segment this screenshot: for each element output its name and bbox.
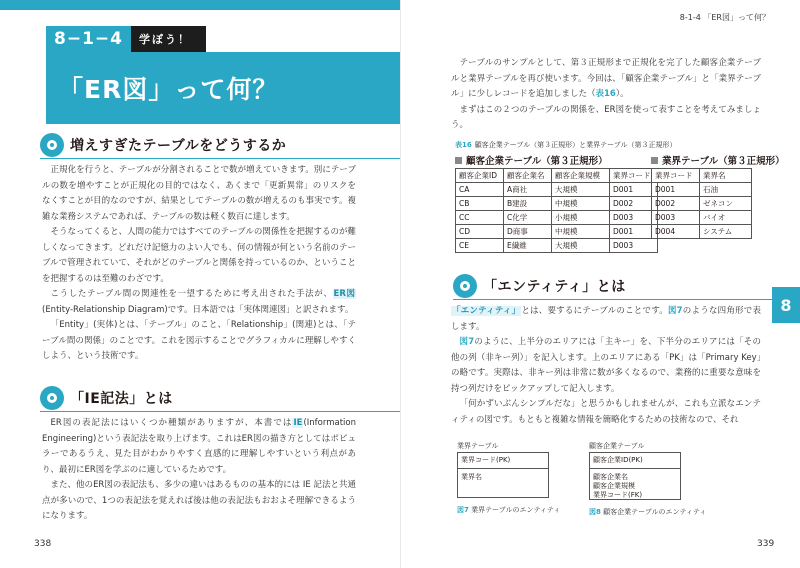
chapter-tab: 8 — [772, 287, 800, 323]
paragraph — [451, 304, 761, 335]
cell: システム — [700, 225, 752, 239]
section3-rule — [453, 299, 773, 300]
target-icon — [40, 133, 64, 157]
right-page — [400, 0, 800, 568]
column-header: 顧客企業名 — [504, 169, 552, 183]
paragraph: そうなってくると、人間の能力ではすべてのテーブルの関係性を把握するのが難しくなってきます。どれだけ記憶力のよい人でも、何の情報が何という名前のテーブルで管理されていて、それがどのテーブルと関係を持っているのか、ということを把握するのは至難のわざです。 — [42, 227, 356, 284]
figure7-caption — [457, 505, 560, 515]
cell: 大規模 — [552, 239, 610, 253]
cell: D001 — [610, 183, 658, 197]
cell: C化学 — [504, 211, 552, 225]
paragraph — [42, 416, 356, 478]
industry-table — [651, 168, 752, 239]
entity-customer-box — [589, 452, 681, 500]
table-header-row — [456, 169, 658, 183]
figure-caption-text: 業界テーブルのエンティティ — [471, 506, 561, 514]
section1-heading — [40, 133, 286, 157]
cell: D003 — [652, 211, 700, 225]
figure-ref: 図7 — [667, 306, 683, 316]
entity-customer-title: 顧客企業テーブル — [589, 442, 645, 450]
cell: CA — [456, 183, 504, 197]
table-row — [652, 225, 752, 239]
customer-table-heading — [455, 153, 608, 167]
cell: CE — [456, 239, 504, 253]
paragraph: 「Entity」(実体)とは、「テーブル」のこと、「Relationship」(関連)とは、「テーブル間の関係」のことです。これを図示することでグラフィカルに理解しやすくしよう、という技術です。 — [42, 320, 356, 361]
table-ref: 表16 — [595, 89, 616, 99]
table-caption-ref: 表16 — [455, 141, 472, 149]
section3-heading — [453, 274, 626, 298]
cell: CB — [456, 197, 504, 211]
entity-term: 「エンティティ」 — [452, 306, 521, 316]
paragraph: 「何かずいぶんシンプルだな」と思うかもしれませんが、これも立派なエンティティの図です。もともと複雑な情報を簡略化するための技術なので、それ — [451, 399, 761, 425]
table-row — [456, 183, 658, 197]
cell: D001 — [652, 183, 700, 197]
square-bullet-icon — [651, 157, 658, 164]
table-row — [456, 211, 658, 225]
paragraph-text: のような四角形で表します。 — [451, 306, 761, 332]
paragraph: 正規化を行うと、テーブルが分割されることで数が増えていきます。別にテーブルの数を増やすことが正規化の目的ではなく、あくまで「更新異常」のリスクをなくすことが目的なのですが、結果としてテーブルの数が増えるのも事実です。複雑な業務システムであれば、テーブルの数は軽く数百に達します。 — [42, 165, 356, 222]
column-header: 業界名 — [700, 169, 752, 183]
paragraph — [42, 287, 356, 318]
table-row — [652, 197, 752, 211]
section-banner — [46, 26, 206, 52]
cell: D002 — [610, 197, 658, 211]
top-accent-strip — [0, 0, 400, 10]
cell: バイオ — [700, 211, 752, 225]
paragraph-text: テーブルのサンプルとして、第３正規形まで正規化を完了した顧客企業テーブルと業界テーブルを再び使います。今回は、「顧客企業テーブル」と「業界テーブル」に少しレコードを追加しました（ — [451, 58, 761, 99]
customer-table-title: 顧客企業テーブル（第３正規形） — [466, 156, 608, 167]
table-caption-text: 顧客企業テーブル（第３正規形）と業界テーブル（第３正規形） — [474, 141, 677, 149]
target-icon — [40, 386, 64, 410]
figure-number: 図7 — [457, 506, 469, 514]
entity-column: 業界名 — [461, 473, 482, 481]
table-caption — [455, 140, 677, 150]
square-bullet-icon — [455, 157, 462, 164]
title-box — [46, 52, 400, 124]
section3-title: 「エンティティ」とは — [483, 279, 626, 295]
entity-column: 顧客企業名 — [593, 473, 628, 481]
section2-rule — [40, 411, 400, 412]
cell: D003 — [610, 211, 658, 225]
cell: 石油 — [700, 183, 752, 197]
column-header: 顧客企業ID — [456, 169, 504, 183]
column-header: 業界コード — [610, 169, 658, 183]
target-icon — [453, 274, 477, 298]
paragraph: まずはこの２つのテーブルの関係を、ER図を使って表すことを考えてみましょう。 — [451, 104, 761, 130]
paragraph — [451, 335, 761, 397]
section2-title: 「IE記法」とは — [70, 391, 173, 407]
cell: 中規模 — [552, 197, 610, 211]
paragraph-text: ）。 — [615, 89, 629, 99]
table-row — [456, 197, 658, 211]
cell: CD — [456, 225, 504, 239]
table-row — [652, 211, 752, 225]
entity-industry-box — [457, 452, 549, 498]
page-number-right: 339 — [757, 539, 775, 549]
section2-body — [42, 416, 356, 525]
non-key-area — [458, 469, 548, 485]
customer-table — [455, 168, 658, 253]
section1-title: 増えすぎたテーブルをどうするか — [70, 138, 287, 154]
cell: E繊維 — [504, 239, 552, 253]
cell: ゼネコン — [700, 197, 752, 211]
cell: D商事 — [504, 225, 552, 239]
figure-ref: 図7 — [459, 337, 475, 347]
page-title: 「ER図」って何？ — [58, 75, 279, 104]
cell: 大規模 — [552, 183, 610, 197]
cell: D002 — [652, 197, 700, 211]
page-number-left: 338 — [34, 539, 52, 549]
paragraph-text: (Entity-Relationship Diagram)です。日本語では「実体関連図」と訳されます。 — [42, 304, 354, 315]
table-row — [652, 183, 752, 197]
table-row — [456, 225, 658, 239]
entity-column: 業界コード(FK) — [593, 491, 643, 499]
cell: D003 — [610, 239, 658, 253]
primary-key-area: 顧客企業ID(PK) — [590, 453, 680, 469]
cell: CC — [456, 211, 504, 225]
column-header: 顧客企業規模 — [552, 169, 610, 183]
cell: D004 — [652, 225, 700, 239]
cell: D001 — [610, 225, 658, 239]
paragraph-text: のように、上半分のエリアには「主キー」を、下半分のエリアには「その他の列（非キー列）」を記入します。上のエリアにある「PK」は「Primary Key」の略です。実際は、非キー列は非常に数が多くなるので、業務的に重要な意味を持つ列だけをピックアップして記入します。 — [451, 337, 761, 394]
paragraph — [451, 56, 761, 103]
figure8-caption — [589, 507, 706, 517]
paragraph: また、他のER図の表記法も、多少の違いはあるものの基本的には IE 記法と共通点が多いので、1つの表記法を覚えれば後は他の表記法もおおよそ理解できるようになります。 — [42, 480, 356, 521]
entity-column: 顧客企業規模 — [593, 482, 635, 490]
er-term: ER図 — [333, 289, 355, 299]
table-row — [456, 239, 658, 253]
section3-body — [451, 304, 761, 428]
cell: A商社 — [504, 183, 552, 197]
cell: 中規模 — [552, 225, 610, 239]
paragraph-text: とは、要するにテーブルのことです。 — [521, 306, 668, 316]
cell: 小規模 — [552, 211, 610, 225]
paragraph-text: こうしたテーブル間の関連性を一望するために考え出された手法が、 — [50, 289, 333, 299]
section2-heading — [40, 386, 173, 410]
figure-caption-text: 顧客企業テーブルのエンティティ — [603, 508, 707, 516]
banner-label: 学ぼう！ — [131, 26, 206, 52]
ie-term: IE — [293, 418, 303, 428]
figure-number: 図8 — [589, 508, 601, 516]
section1-rule — [40, 158, 400, 159]
industry-table-heading — [651, 153, 785, 167]
banner-number: 8−1−4 — [46, 26, 131, 52]
primary-key-area: 業界コード(PK) — [458, 453, 548, 469]
intro-body — [451, 56, 761, 134]
paragraph-text: ER図の表記法にはいくつか種類がありますが、本書では — [50, 418, 293, 428]
cell: B建設 — [504, 197, 552, 211]
non-key-area — [590, 469, 680, 503]
industry-table-title: 業界テーブル（第３正規形） — [662, 156, 785, 167]
paragraph-text: (Information Engineering)という表記法を取り上げます。これはER図の描き方としてはポピュラーであるうえ、見た目がわかりやすく直感的に理解しやすいという利点があり、最初にER図を学ぶのに適しているためです。 — [42, 418, 356, 475]
table-header-row — [652, 169, 752, 183]
column-header: 業界コード — [652, 169, 700, 183]
running-head: 8-1-4 「ER図」って何？ — [679, 13, 770, 22]
section1-body — [42, 163, 356, 365]
entity-industry-title: 業界テーブル — [457, 442, 499, 450]
